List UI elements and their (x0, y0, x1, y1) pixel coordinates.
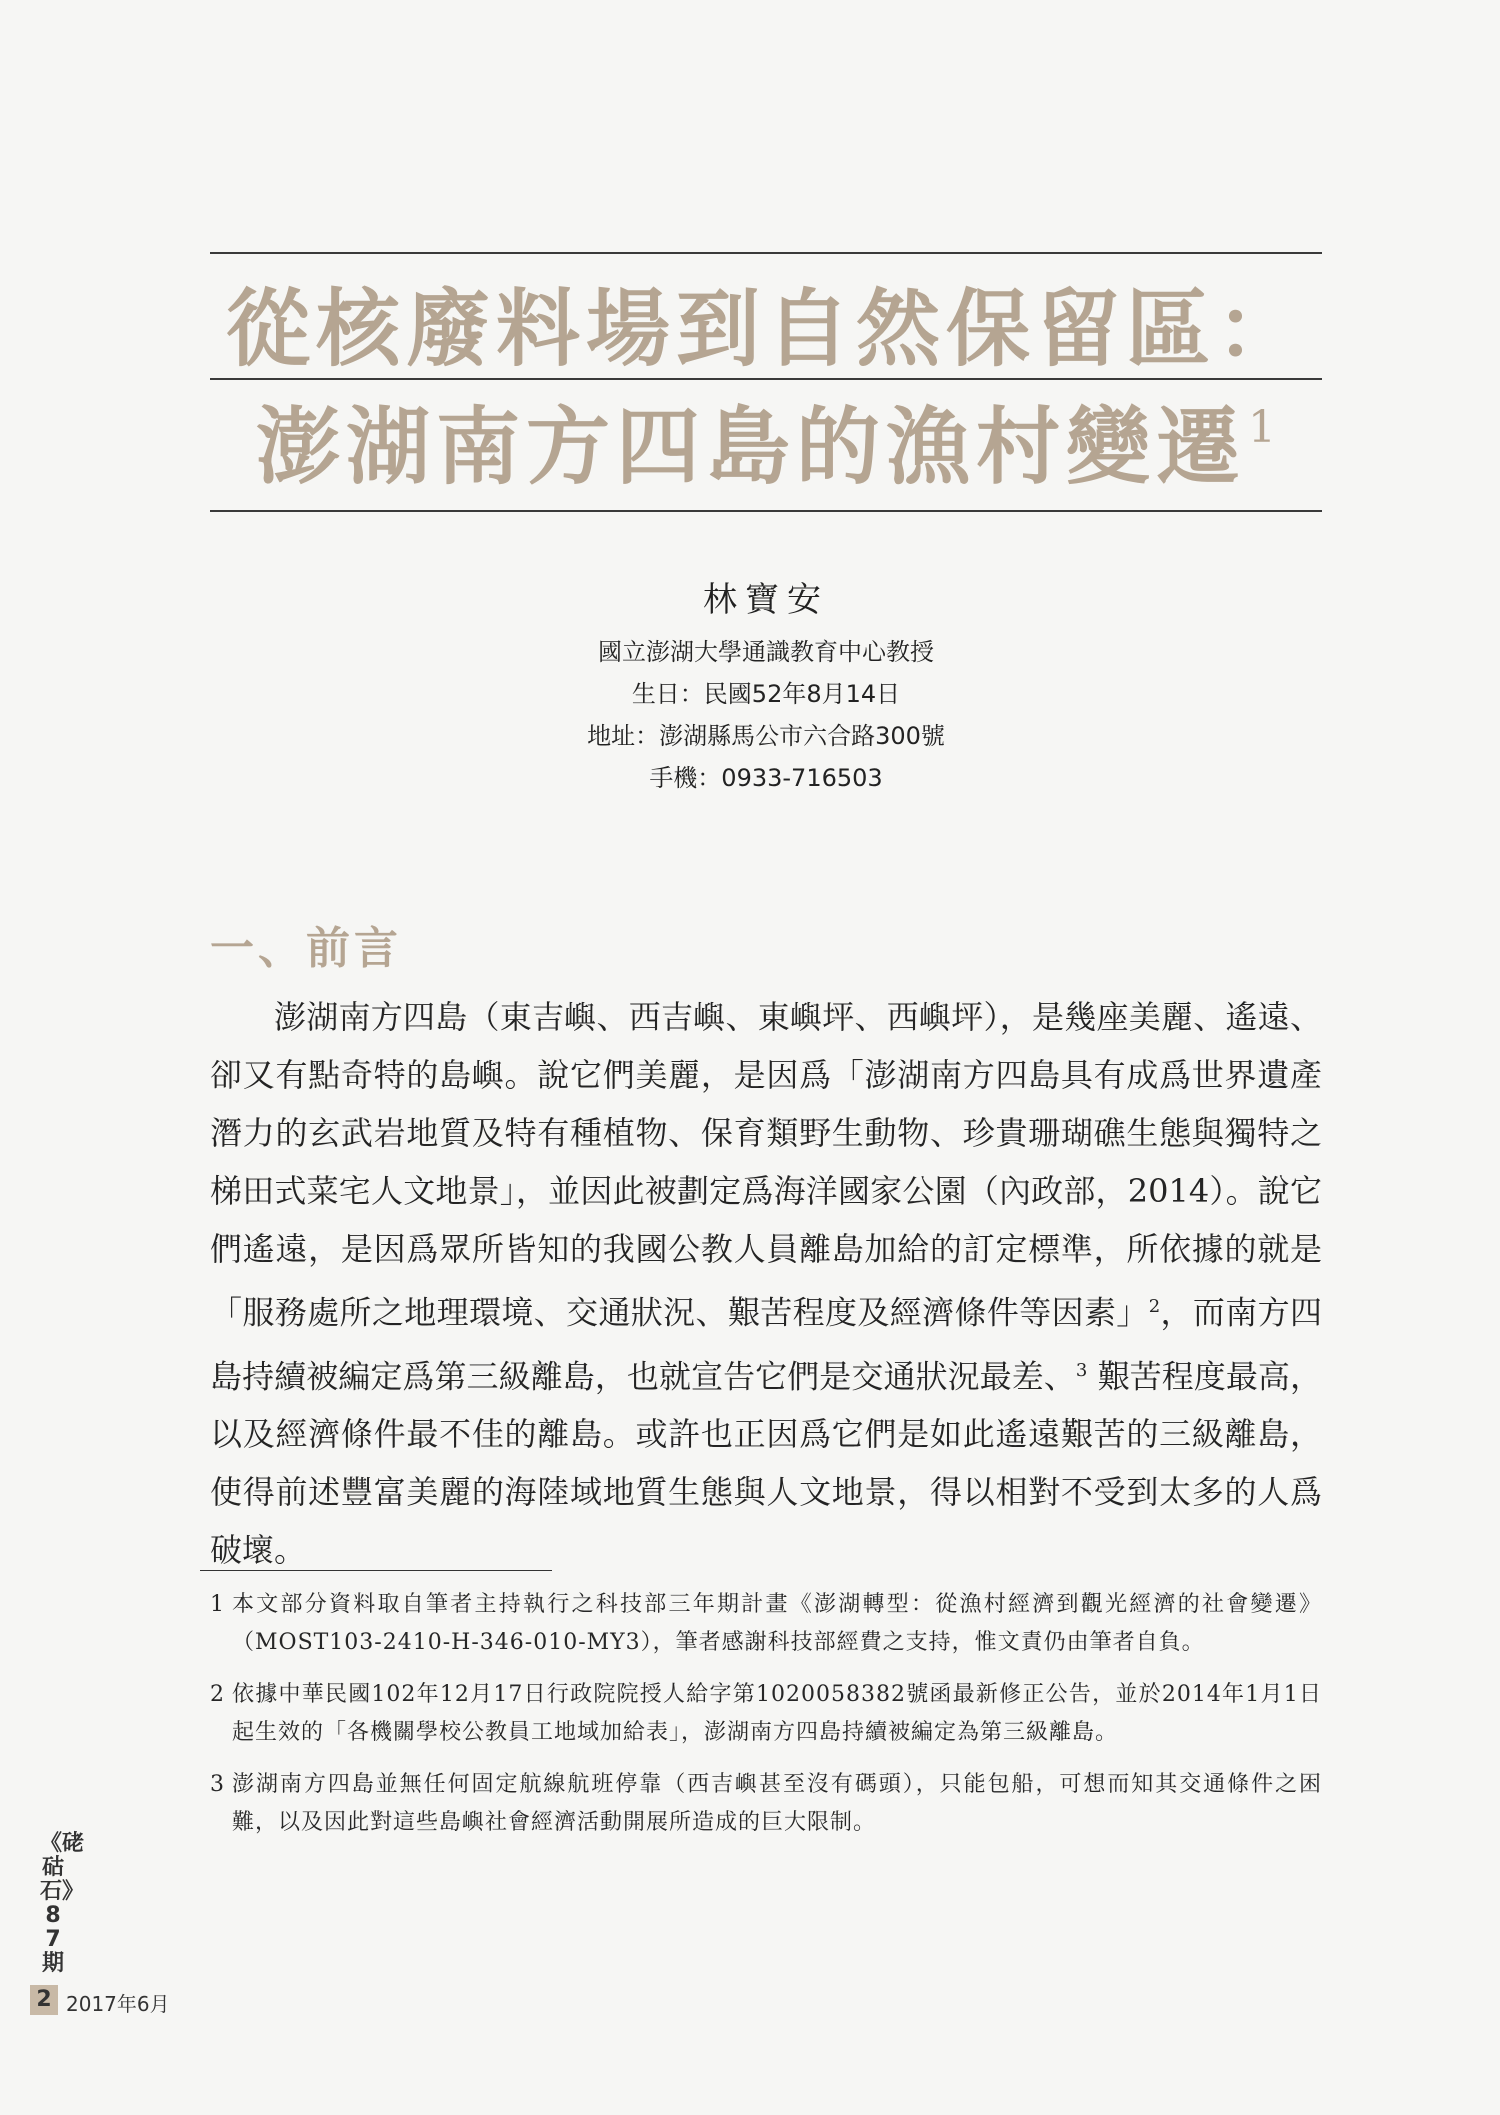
author-affiliation: 國立澎湖大學通識教育中心教授 (598, 638, 934, 666)
footnote-3 (210, 1766, 1322, 1842)
author-address: 地址：澎湖縣馬公市六合路300號 (587, 722, 945, 750)
footnote-number: 3 (210, 1772, 224, 1797)
footnote-divider (200, 1570, 552, 1571)
footnote-number: 1 (210, 1592, 224, 1617)
footnote-ref-2[interactable]: 2 (1148, 1296, 1161, 1317)
footnote-1 (210, 1586, 1322, 1662)
issue-date: 2017年6月 (66, 1992, 170, 2016)
author-phone: 手機：0933-716503 (649, 764, 883, 792)
body-text-part1: 澎湖南方四島（東吉嶼、西吉嶼、東嶼坪、西嶼坪），是幾座美麗、遙遠、卻又有點奇特的島嶼。說它們美麗，是因爲「澎湖南方四島具有成爲世界遺產潛力的玄武岩地質及特有種植物、保育類野生動物、珍貴珊瑚礁生態與獨特之梯田式菜宅人文地景」，並因此被劃定爲海洋國家公園（內政部，2014）。說它們遙遠，是因爲眾所皆知的我國公教人員離島加給的訂定標準，所依據的就是「服務處所之地理環境、交通狀況、艱苦程度及經濟條件等因素」 (210, 998, 1322, 1332)
title-text-1: 從核廢料場到自然保留區： (225, 280, 1306, 378)
title-footnote-ref[interactable]: 1 (1248, 402, 1276, 453)
title-rule-top (210, 252, 1322, 254)
section-heading: 一、前言 (210, 923, 402, 974)
footnote-number: 2 (210, 1682, 224, 1707)
footnote-2 (210, 1676, 1322, 1752)
footnote-text: 本文部分資料取自筆者主持執行之科技部三年期計畫《澎湖轉型：從漁村經濟到觀光經濟的社會變遷》（MOST103-2410-H-346-010-MY3），筆者感謝科技部經費之支持，惟文責仍由筆者自負。 (232, 1592, 1322, 1655)
author-block (210, 572, 1322, 799)
title-line-2 (210, 380, 1322, 501)
body-text-part3: 艱苦程度最高，以及經濟條件最不佳的離島。或許也正因爲它們是如此遙遠艱苦的三級離島，使得前述豐富美麗的海陸域地質生態與人文地景，得以相對不受到太多的人爲破壞。 (210, 1357, 1322, 1570)
footnote-text: 澎湖南方四島並無任何固定航線航班停靠（西吉嶼甚至沒有碼頭），只能包船，可想而知其交通條件之困難，以及因此對這些島嶼社會經濟活動開展所造成的巨大限制。 (232, 1772, 1322, 1835)
title-text-2: 澎湖南方四島的漁村變遷 (255, 398, 1246, 496)
title-rule-bottom (210, 510, 1322, 512)
author-birthday: 生日：民國52年8月14日 (631, 680, 901, 708)
magazine-issue-label: 《硓𥑮石》87期 (40, 1831, 85, 1976)
footnote-text: 依據中華民國102年12月17日行政院院授人給字第1020058382號函最新修正公告，並於2014年1月1日起生效的「各機關學校公教員工地域加給表」，澎湖南方四島持續被編定為第三級離島。 (232, 1682, 1322, 1745)
title-line-1 (210, 262, 1322, 383)
footnote-ref-3[interactable]: 3 (1075, 1359, 1088, 1381)
footnotes (210, 1586, 1322, 1856)
author-info (210, 631, 1322, 799)
body-text-part2: ，而南方四島持續被編定爲第三級離島，也就宣告它們是交通狀況最差、 (210, 1293, 1322, 1396)
page-number: 2 (30, 1985, 58, 2015)
author-name: 林寶安 (703, 580, 829, 620)
body-paragraph (210, 988, 1322, 1579)
